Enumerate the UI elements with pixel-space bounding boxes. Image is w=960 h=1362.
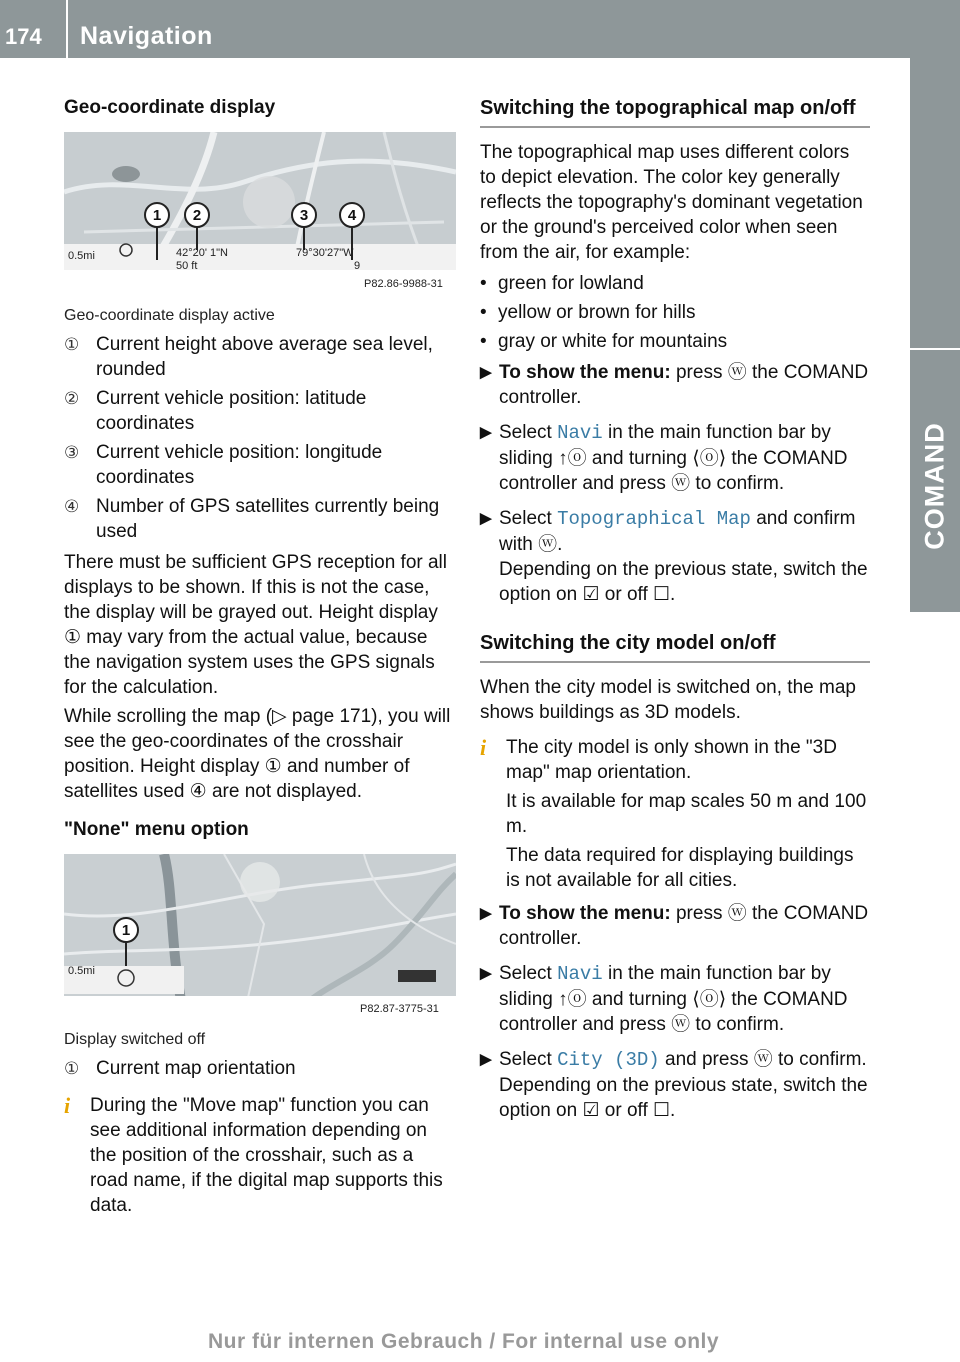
step-select-city-3d <box>480 1047 870 1123</box>
legend-item <box>64 1056 456 1081</box>
legend-number: ② <box>64 389 80 408</box>
bullet-icon: • <box>480 302 487 323</box>
page-title: Navigation <box>80 22 213 50</box>
step-text: Select <box>499 963 558 984</box>
image-reference: P82.87-3775-31 <box>360 1003 439 1015</box>
map-scale-label: 0.5mi <box>68 250 95 262</box>
step-text: press ⓦ the COMAND controller. <box>499 903 869 949</box>
section-heading-none: "None" menu option <box>64 819 249 840</box>
step-text: in the main function bar by sliding ↑ⓞ and turning ⟨ⓞ⟩ the COMAND controller and press ⓦ to confirm. <box>499 422 848 494</box>
height-readout: 50 ft <box>176 260 198 272</box>
sidebar-label: COMAND <box>919 422 950 550</box>
footer-watermark: Nur für internen Gebrauch / For internal use only <box>208 1330 720 1353</box>
step-arrow-icon: ▶ <box>480 424 492 441</box>
legend-number: ④ <box>64 497 80 516</box>
info-note-move-map <box>64 1093 456 1218</box>
step-select-navi <box>480 961 870 1037</box>
bullet-list <box>480 271 870 354</box>
menu-item-navi: Navi <box>557 422 603 444</box>
paragraph-city-intro: When the city model is switched on, the map shows buildings as 3D models. <box>480 677 856 723</box>
legend-number: ③ <box>64 443 80 462</box>
section-heading-city-model: Switching the city model on/off <box>480 631 870 663</box>
info-note-city-model <box>480 735 870 893</box>
bullet-text: gray or white for mountains <box>498 331 728 352</box>
step-bold: To show the menu: <box>499 903 671 924</box>
legend-item <box>64 494 456 544</box>
callout-4: 4 <box>347 207 357 224</box>
info-text: The city model is only shown in the "3D map" map orientation. <box>506 737 837 783</box>
caption-geo: Geo-coordinate display active <box>64 307 275 324</box>
image-reference: P82.86-9988-31 <box>364 278 443 290</box>
callout-1: 1 <box>152 207 162 224</box>
step-show-menu <box>480 901 870 951</box>
step-arrow-icon: ▶ <box>480 510 492 527</box>
bullet-text: green for lowland <box>498 273 644 294</box>
info-text: It is available for map scales 50 m and 100 m. <box>506 791 867 837</box>
legend-text: Current map orientation <box>96 1058 296 1079</box>
paragraph-gps-reception: There must be sufficient GPS reception for all displays to be shown. If this is not the case, the display will be grayed out. Height display ① may vary from the actual value, because the navigation system uses the GPS signals for the calculation. <box>64 552 447 698</box>
bullet-item <box>480 271 870 296</box>
right-column <box>480 96 870 1123</box>
step-arrow-icon: ▶ <box>480 1051 492 1068</box>
step-select-topographical <box>480 506 870 607</box>
none-legend-list <box>64 1056 456 1081</box>
sidebar-bar <box>910 58 960 348</box>
info-text: During the "Move map" function you can see additional information depending on the position of the crosshair, such as a road name, if the digital map supports this data. <box>90 1095 443 1216</box>
info-icon: i <box>64 1093 71 1118</box>
callout-3: 3 <box>299 207 309 224</box>
step-text: Depending on the previous state, switch the option on ☑ or off ☐. <box>499 559 868 605</box>
page-header <box>0 0 960 58</box>
gps-signal-icon <box>398 970 436 982</box>
legend-text: Number of GPS satellites currently being used <box>96 496 440 542</box>
caption-none: Display switched off <box>64 1031 206 1048</box>
latitude-readout: 42°20' 1"N <box>176 247 228 259</box>
step-text: and press ⓦ to confirm. <box>659 1049 867 1070</box>
legend-text: Current height above average sea level, rounded <box>96 334 433 380</box>
paragraph-topographical-intro: The topographical map uses different colors to depict elevation. The color key generally reflects the topography's dominant vegetation or the ground's perceived color when seen from the air, for example: <box>480 142 863 263</box>
section-heading-topographical: Switching the topographical map on/off <box>480 96 870 128</box>
step-text: Select <box>499 1049 558 1070</box>
legend-number: ① <box>64 335 80 354</box>
geo-coordinate-map-image <box>64 132 456 292</box>
menu-item-city-3d: City (3D) <box>557 1049 660 1071</box>
satellite-count-readout: 9 <box>354 260 361 272</box>
header-divider <box>66 0 68 58</box>
menu-item-topographical-map: Topographical Map <box>557 508 751 530</box>
left-column <box>64 96 456 1218</box>
step-show-menu <box>480 360 870 410</box>
step-text: Select <box>499 422 558 443</box>
info-text: The data required for displaying buildings is not available for all cities. <box>506 845 854 891</box>
sidebar-label-wrap <box>914 376 956 596</box>
page-number: 174 <box>5 24 42 49</box>
callout-1: 1 <box>121 922 131 939</box>
bullet-icon: • <box>480 331 487 352</box>
section-heading-geo: Geo-coordinate display <box>64 97 276 118</box>
step-text: in the main function bar by sliding ↑ⓞ and turning ⟨ⓞ⟩ the COMAND controller and press ⓦ to confirm. <box>499 963 848 1035</box>
menu-item-navi: Navi <box>557 963 603 985</box>
legend-item <box>64 332 456 382</box>
legend-number: ① <box>64 1059 80 1078</box>
geo-legend-list <box>64 332 456 544</box>
step-arrow-icon: ▶ <box>480 364 492 381</box>
map-graphic <box>64 132 456 292</box>
step-arrow-icon: ▶ <box>480 905 492 922</box>
step-select-navi <box>480 420 870 496</box>
longitude-readout: 79°30'27"W <box>296 247 354 259</box>
bullet-icon: • <box>480 273 487 294</box>
step-text: Select <box>499 508 558 529</box>
bullet-item <box>480 300 870 325</box>
legend-item <box>64 440 456 490</box>
legend-text: Current vehicle position: longitude coordinates <box>96 442 383 488</box>
step-bold: To show the menu: <box>499 362 671 383</box>
map-graphic-2 <box>64 854 456 1016</box>
info-icon: i <box>480 735 487 760</box>
paragraph-scrolling: While scrolling the map (▷ page 171), you will see the geo-coordinates of the crosshair position. Height display ① and number of satellites used ④ are not displayed. <box>64 706 451 802</box>
step-text: Depending on the previous state, switch the option on ☑ or off ☐. <box>499 1075 868 1121</box>
bullet-text: yellow or brown for hills <box>498 302 696 323</box>
legend-item <box>64 386 456 436</box>
step-text: and confirm with ⓦ. <box>499 508 856 555</box>
none-menu-map-image <box>64 854 456 1016</box>
legend-text: Current vehicle position: latitude coordinates <box>96 388 367 434</box>
step-text: press ⓦ the COMAND controller. <box>499 362 869 408</box>
callout-2: 2 <box>192 207 202 224</box>
map-scale-label: 0.5mi <box>68 965 95 977</box>
step-arrow-icon: ▶ <box>480 965 492 982</box>
bullet-item <box>480 329 870 354</box>
sidebar <box>910 58 960 1362</box>
